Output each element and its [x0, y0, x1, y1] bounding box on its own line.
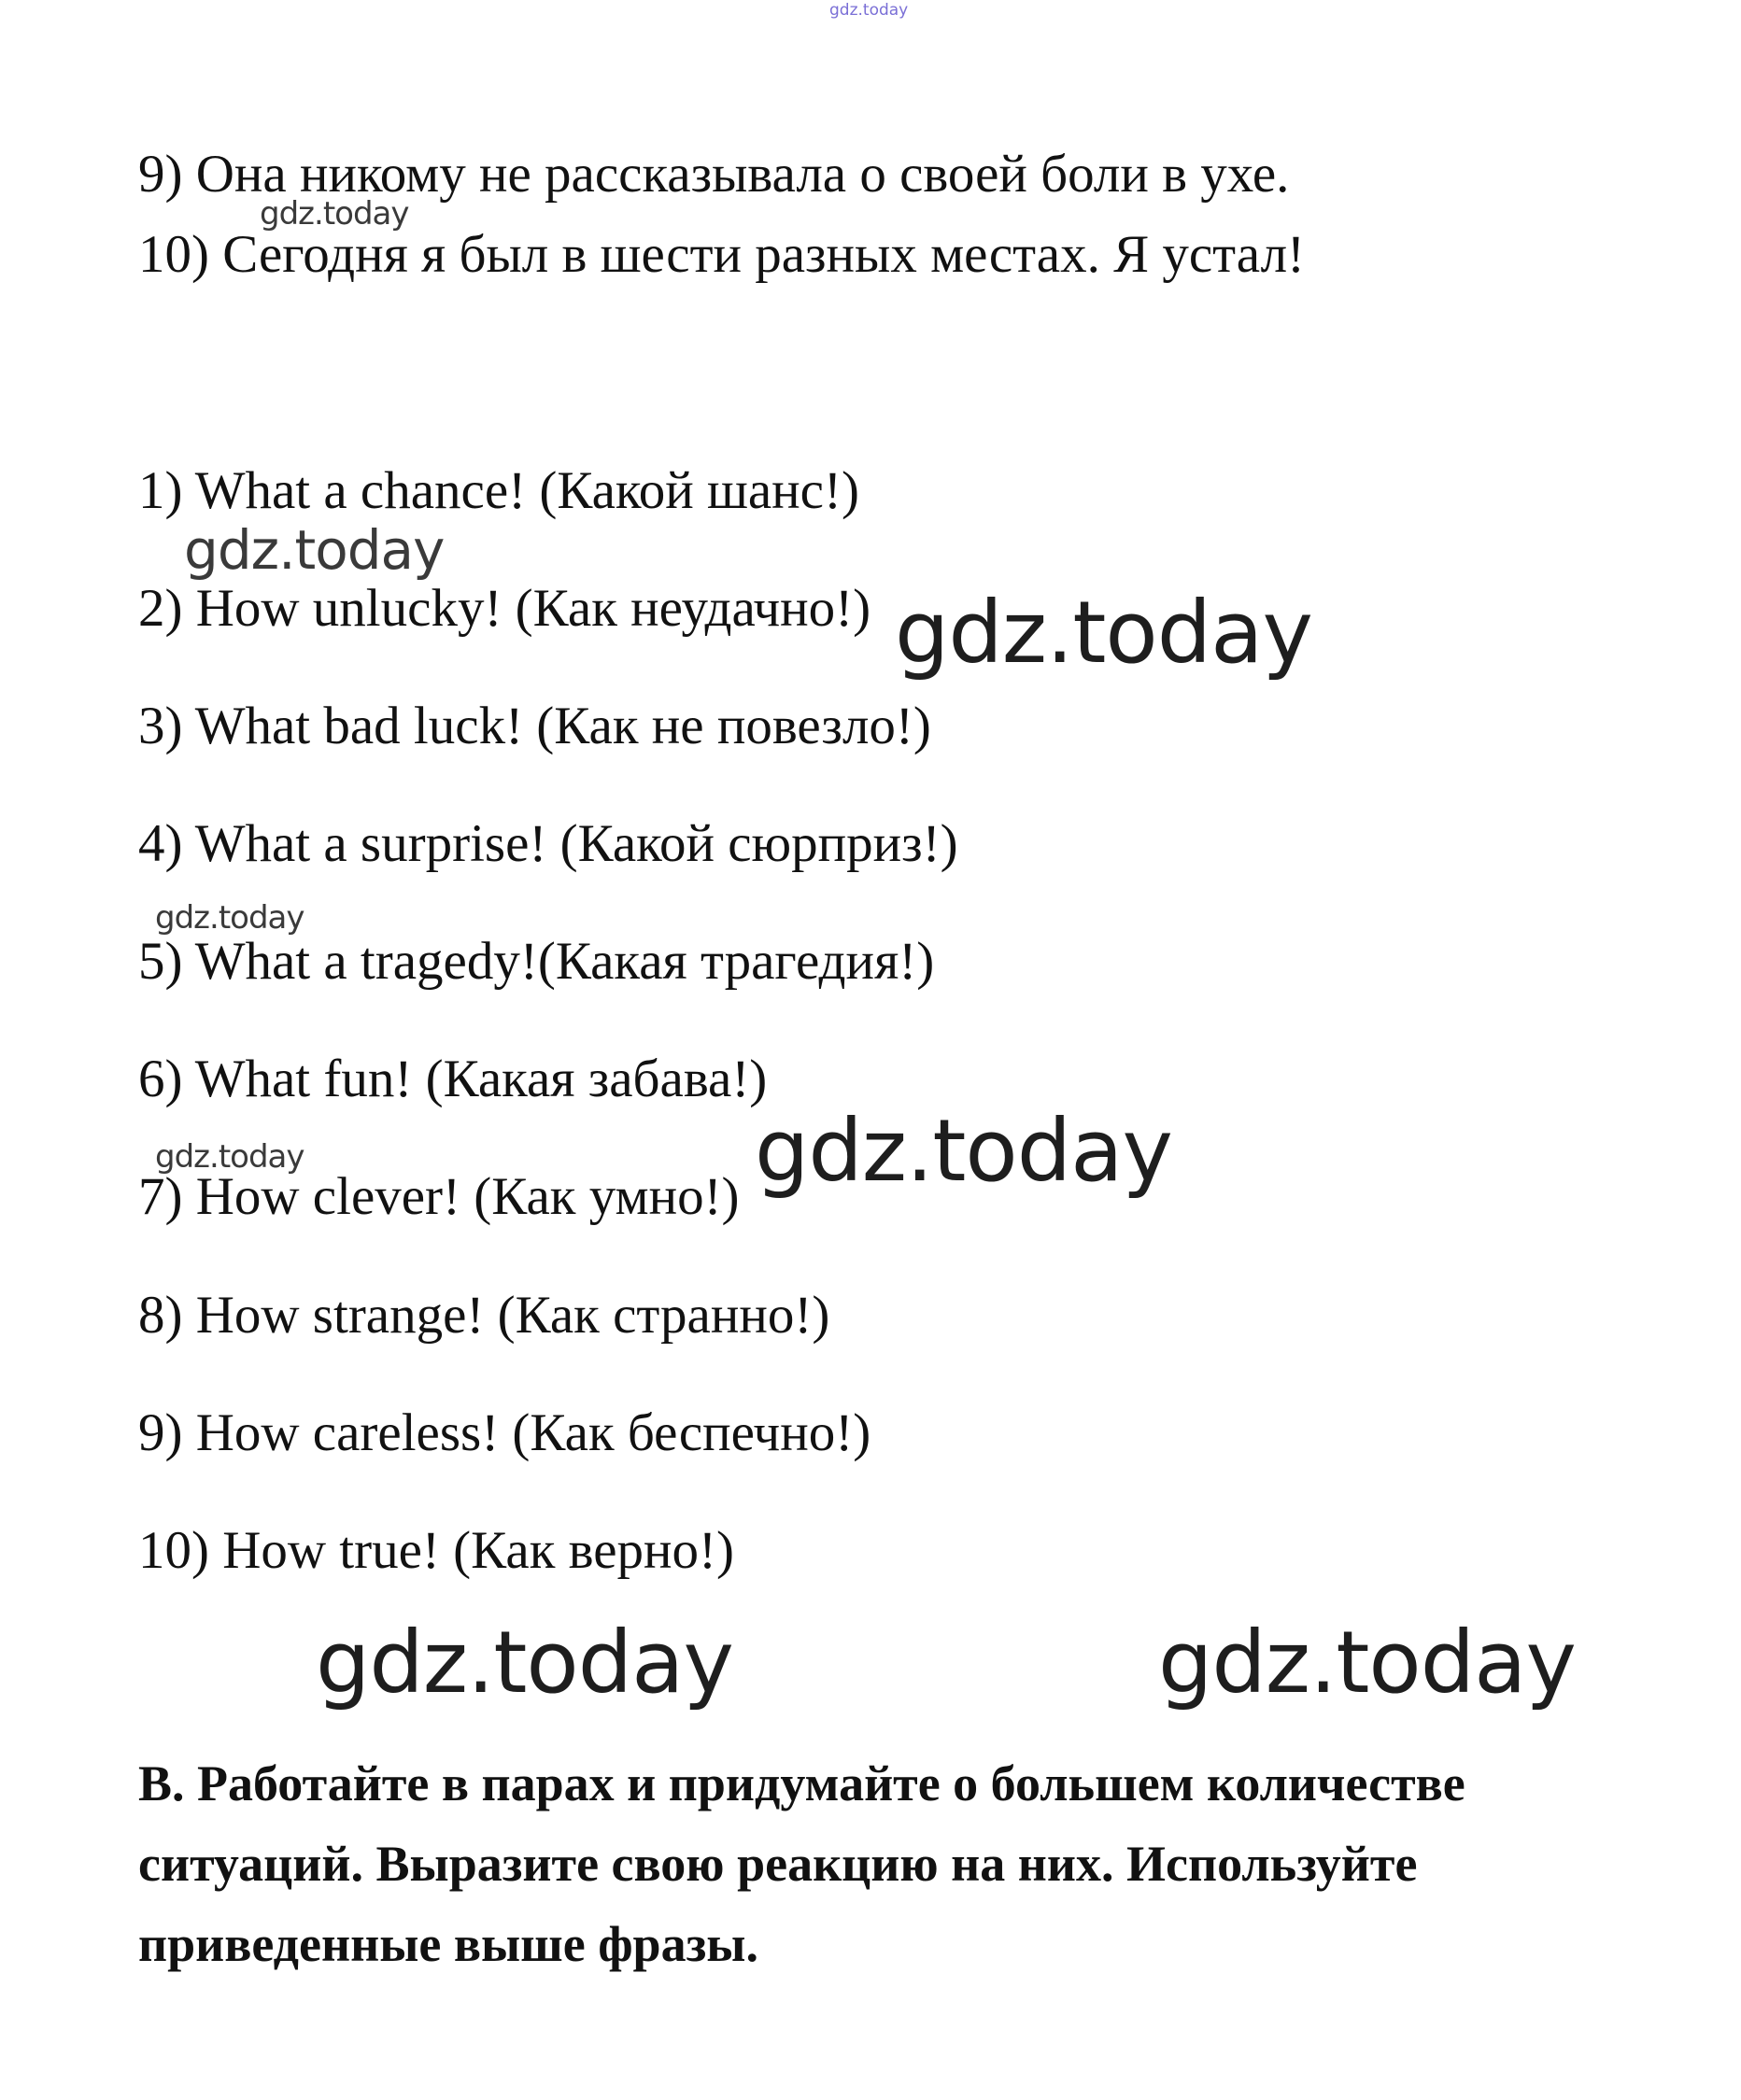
previous-sentence-9: 9) Она никому не рассказывала о своей боли в ухе. [138, 145, 1290, 204]
answer-6: 6) What fun! (Какая забава!) [138, 1050, 768, 1108]
answer-3: 3) What bad luck! (Как не повезло!) [138, 697, 931, 755]
watermark: gdz.today [895, 583, 1312, 683]
answer-5: 5) What a tragedy!(Какая трагедия!) [138, 932, 935, 991]
watermark: gdz.today [155, 899, 304, 937]
answer-9: 9) How careless! (Как беспечно!) [138, 1403, 871, 1462]
watermark: gdz.today [155, 1138, 304, 1176]
previous-sentence-10: 10) Сегодня я был в шести разных местах. Я устал! [138, 225, 1305, 284]
task-b-line-3: приведенные выше фразы. [138, 1916, 758, 1972]
answer-8: 8) How strange! (Как странно!) [138, 1286, 830, 1345]
watermark: gdz.today [755, 1101, 1172, 1201]
answer-2: 2) How unlucky! (Как неудачно!) [138, 579, 871, 638]
watermark-top: gdz.today [829, 1, 909, 20]
watermark: gdz.today [184, 518, 445, 582]
answer-4: 4) What a surprise! (Какой сюрприз!) [138, 814, 958, 873]
task-b-line-2: ситуаций. Выразите свою реакцию на них. Используйте [138, 1836, 1418, 1892]
answer-10: 10) How true! (Как верно!) [138, 1521, 734, 1580]
watermark: gdz.today [316, 1613, 733, 1712]
answer-1: 1) What a chance! (Какой шанс!) [138, 461, 859, 520]
watermark: gdz.today [1158, 1613, 1576, 1712]
watermark: gdz.today [260, 195, 409, 233]
answer-7: 7) How clever! (Как умно!) [138, 1167, 740, 1226]
task-b-line-1: B. Работайте в парах и придумайте о большем количестве [138, 1755, 1465, 1811]
